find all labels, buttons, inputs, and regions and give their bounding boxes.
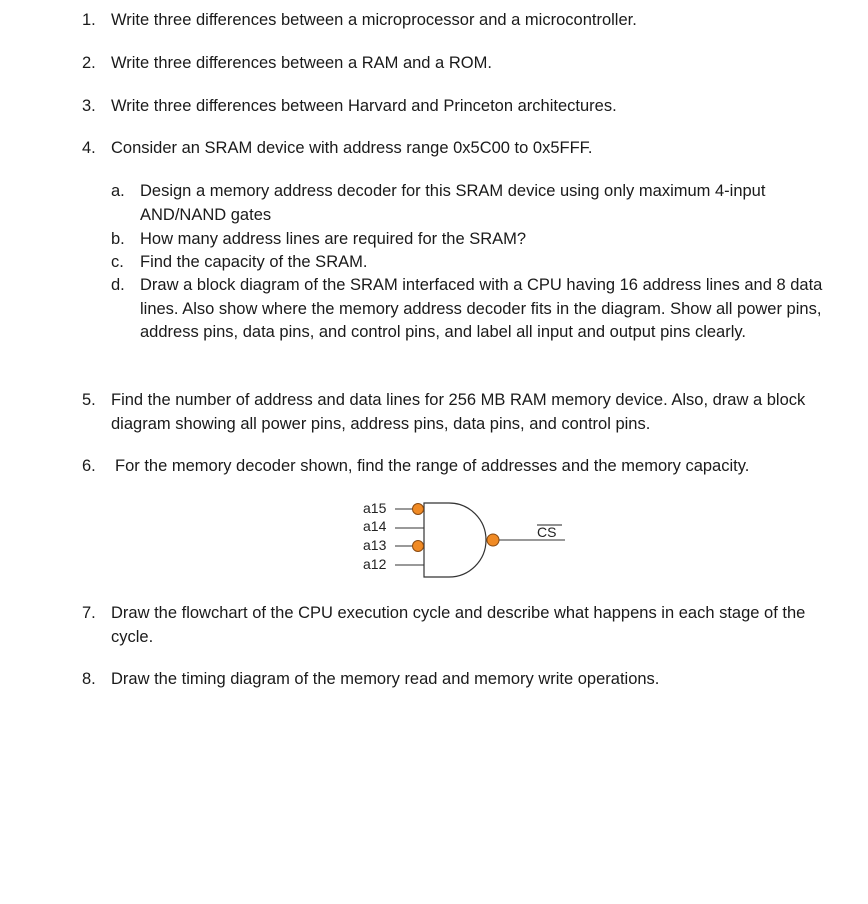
inverter-bubble-a13 xyxy=(413,541,424,552)
part-letter: d. xyxy=(111,276,125,294)
question-4-part-c xyxy=(111,251,836,275)
question-7 xyxy=(82,602,842,649)
part-letter: c. xyxy=(111,253,124,271)
question-4-part-a xyxy=(111,180,836,227)
question-6 xyxy=(82,455,842,479)
part-text: Draw a block diagram of the SRAM interfaced with a CPU having 16 address lines and 8 data lines. Also show where the memory address decoder fits in the diagram. Show all power pins, address pins, data pins, and control pins, and label all input and output pins clearly. xyxy=(140,276,823,341)
part-text: How many address lines are required for the SRAM? xyxy=(140,230,527,248)
question-text: Consider an SRAM device with address range 0x5C00 to 0x5FFF. xyxy=(111,139,593,157)
question-text: Draw the timing diagram of the memory read and memory write operations. xyxy=(111,670,660,688)
question-4-part-d xyxy=(111,274,836,345)
question-number: 6. xyxy=(82,457,96,475)
output-inverter-bubble xyxy=(487,534,499,546)
input-label-a13: a13 xyxy=(363,537,387,553)
question-text: Write three differences between Harvard and Princeton architectures. xyxy=(111,97,617,115)
question-text: Write three differences between a microprocessor and a microcontroller. xyxy=(111,11,637,29)
question-number: 5. xyxy=(82,391,96,409)
question-5 xyxy=(82,389,842,436)
question-text: For the memory decoder shown, find the range of addresses and the memory capacity. xyxy=(115,457,750,475)
question-4 xyxy=(82,137,842,161)
question-number: 4. xyxy=(82,139,96,157)
output-label-cs: CS xyxy=(537,524,557,540)
question-3 xyxy=(82,95,842,119)
decoder-gate-diagram xyxy=(350,494,580,586)
question-number: 1. xyxy=(82,11,96,29)
question-text: Find the number of address and data lines for 256 MB RAM memory device. Also, draw a block diagram showing all power pins, address pins, data pins, and control pins. xyxy=(111,391,806,433)
question-number: 3. xyxy=(82,97,96,115)
input-label-a15: a15 xyxy=(363,500,387,516)
part-text: Design a memory address decoder for this SRAM device using only maximum 4-input AND/NAND gates xyxy=(140,182,766,224)
question-1 xyxy=(82,9,842,33)
question-4-part-b xyxy=(111,228,836,252)
input-label-a14: a14 xyxy=(363,518,387,534)
question-8 xyxy=(82,668,842,692)
question-number: 7. xyxy=(82,604,96,622)
and-gate-body xyxy=(424,503,486,577)
inverter-bubble-a15 xyxy=(413,504,424,515)
part-letter: a. xyxy=(111,182,125,200)
question-text: Draw the flowchart of the CPU execution cycle and describe what happens in each stage of the cycle. xyxy=(111,604,806,646)
question-number: 2. xyxy=(82,54,96,72)
part-letter: b. xyxy=(111,230,125,248)
input-label-a12: a12 xyxy=(363,556,387,572)
question-number: 8. xyxy=(82,670,96,688)
question-text: Write three differences between a RAM and a ROM. xyxy=(111,54,492,72)
part-text: Find the capacity of the SRAM. xyxy=(140,253,368,271)
question-2 xyxy=(82,52,842,76)
